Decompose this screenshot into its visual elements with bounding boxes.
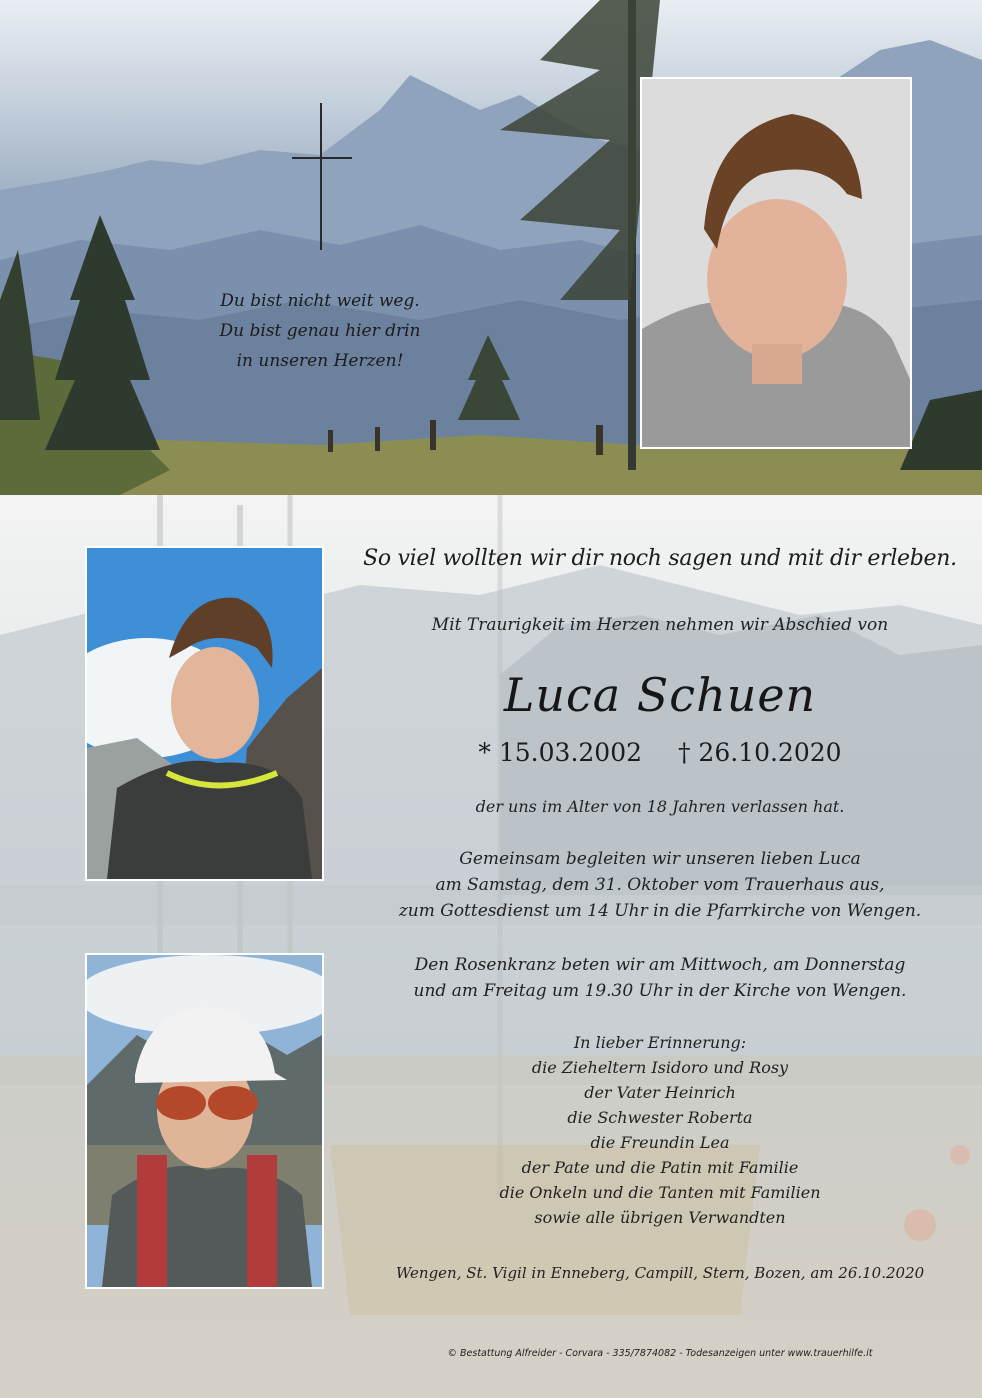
mourner-item: die Onkeln und die Tanten mit Familien xyxy=(499,1183,821,1202)
cross-icon-horizontal xyxy=(292,157,352,159)
portrait-image xyxy=(642,79,910,447)
quote-line: in unseren Herzen! xyxy=(236,351,404,371)
mourner-item: der Vater Heinrich xyxy=(584,1083,736,1102)
selfie-photo-mountains xyxy=(85,546,324,881)
selfie-photo-cap xyxy=(85,953,324,1289)
death-date: † 26.10.2020 xyxy=(677,738,842,767)
mourner-item: die Freundin Lea xyxy=(590,1133,730,1152)
deceased-name: Luca Schuen xyxy=(503,668,817,722)
funeral-line: am Samstag, dem 31. Oktober vom Trauerhaus aus, xyxy=(435,875,885,895)
life-dates xyxy=(340,738,980,767)
quote-line: Du bist genau hier drin xyxy=(219,321,421,341)
selfie-image xyxy=(87,548,322,879)
memorial-quote xyxy=(150,286,490,376)
cross-icon-vertical xyxy=(320,103,322,250)
selfie-cap-image xyxy=(87,955,322,1287)
rosary-line: und am Freitag um 19.30 Uhr in der Kirche von Wengen. xyxy=(413,981,907,1001)
motto-line: So viel wollten wir dir noch sagen und mit dir erleben. xyxy=(363,546,957,571)
mourners-heading: In lieber Erinnerung: xyxy=(573,1033,747,1052)
rosary-paragraph xyxy=(340,952,980,1004)
birth-date: * 15.03.2002 xyxy=(478,738,643,767)
place-and-date: Wengen, St. Vigil in Enneberg, Campill, Stern, Bozen, am 26.10.2020 xyxy=(395,1264,925,1282)
rosary-line: Den Rosenkranz beten wir am Mittwoch, am Donnerstag xyxy=(414,955,906,975)
portrait-photo xyxy=(640,77,912,449)
funeral-home-footer: © Bestattung Alfreider - Corvara - 335/7874082 - Todesanzeigen unter www.trauerhilfe.it xyxy=(447,1348,873,1359)
farewell-intro: Mit Traurigkeit im Herzen nehmen wir Abschied von xyxy=(431,615,889,635)
header-landscape xyxy=(0,0,982,495)
mourners-list xyxy=(340,1030,980,1230)
funeral-line: zum Gottesdienst um 14 Uhr in die Pfarrkirche von Wengen. xyxy=(398,901,922,921)
mourner-item: die Schwester Roberta xyxy=(567,1108,753,1127)
funeral-paragraph xyxy=(340,846,980,924)
mourner-item: sowie alle übrigen Verwandten xyxy=(534,1208,786,1227)
mourner-item: der Pate und die Patin mit Familie xyxy=(521,1158,799,1177)
funeral-line: Gemeinsam begleiten wir unseren lieben Luca xyxy=(459,849,861,869)
quote-line: Du bist nicht weit weg. xyxy=(220,291,420,311)
mourner-item: die Zieheltern Isidoro und Rosy xyxy=(531,1058,789,1077)
age-line: der uns im Alter von 18 Jahren verlassen hat. xyxy=(475,797,845,816)
